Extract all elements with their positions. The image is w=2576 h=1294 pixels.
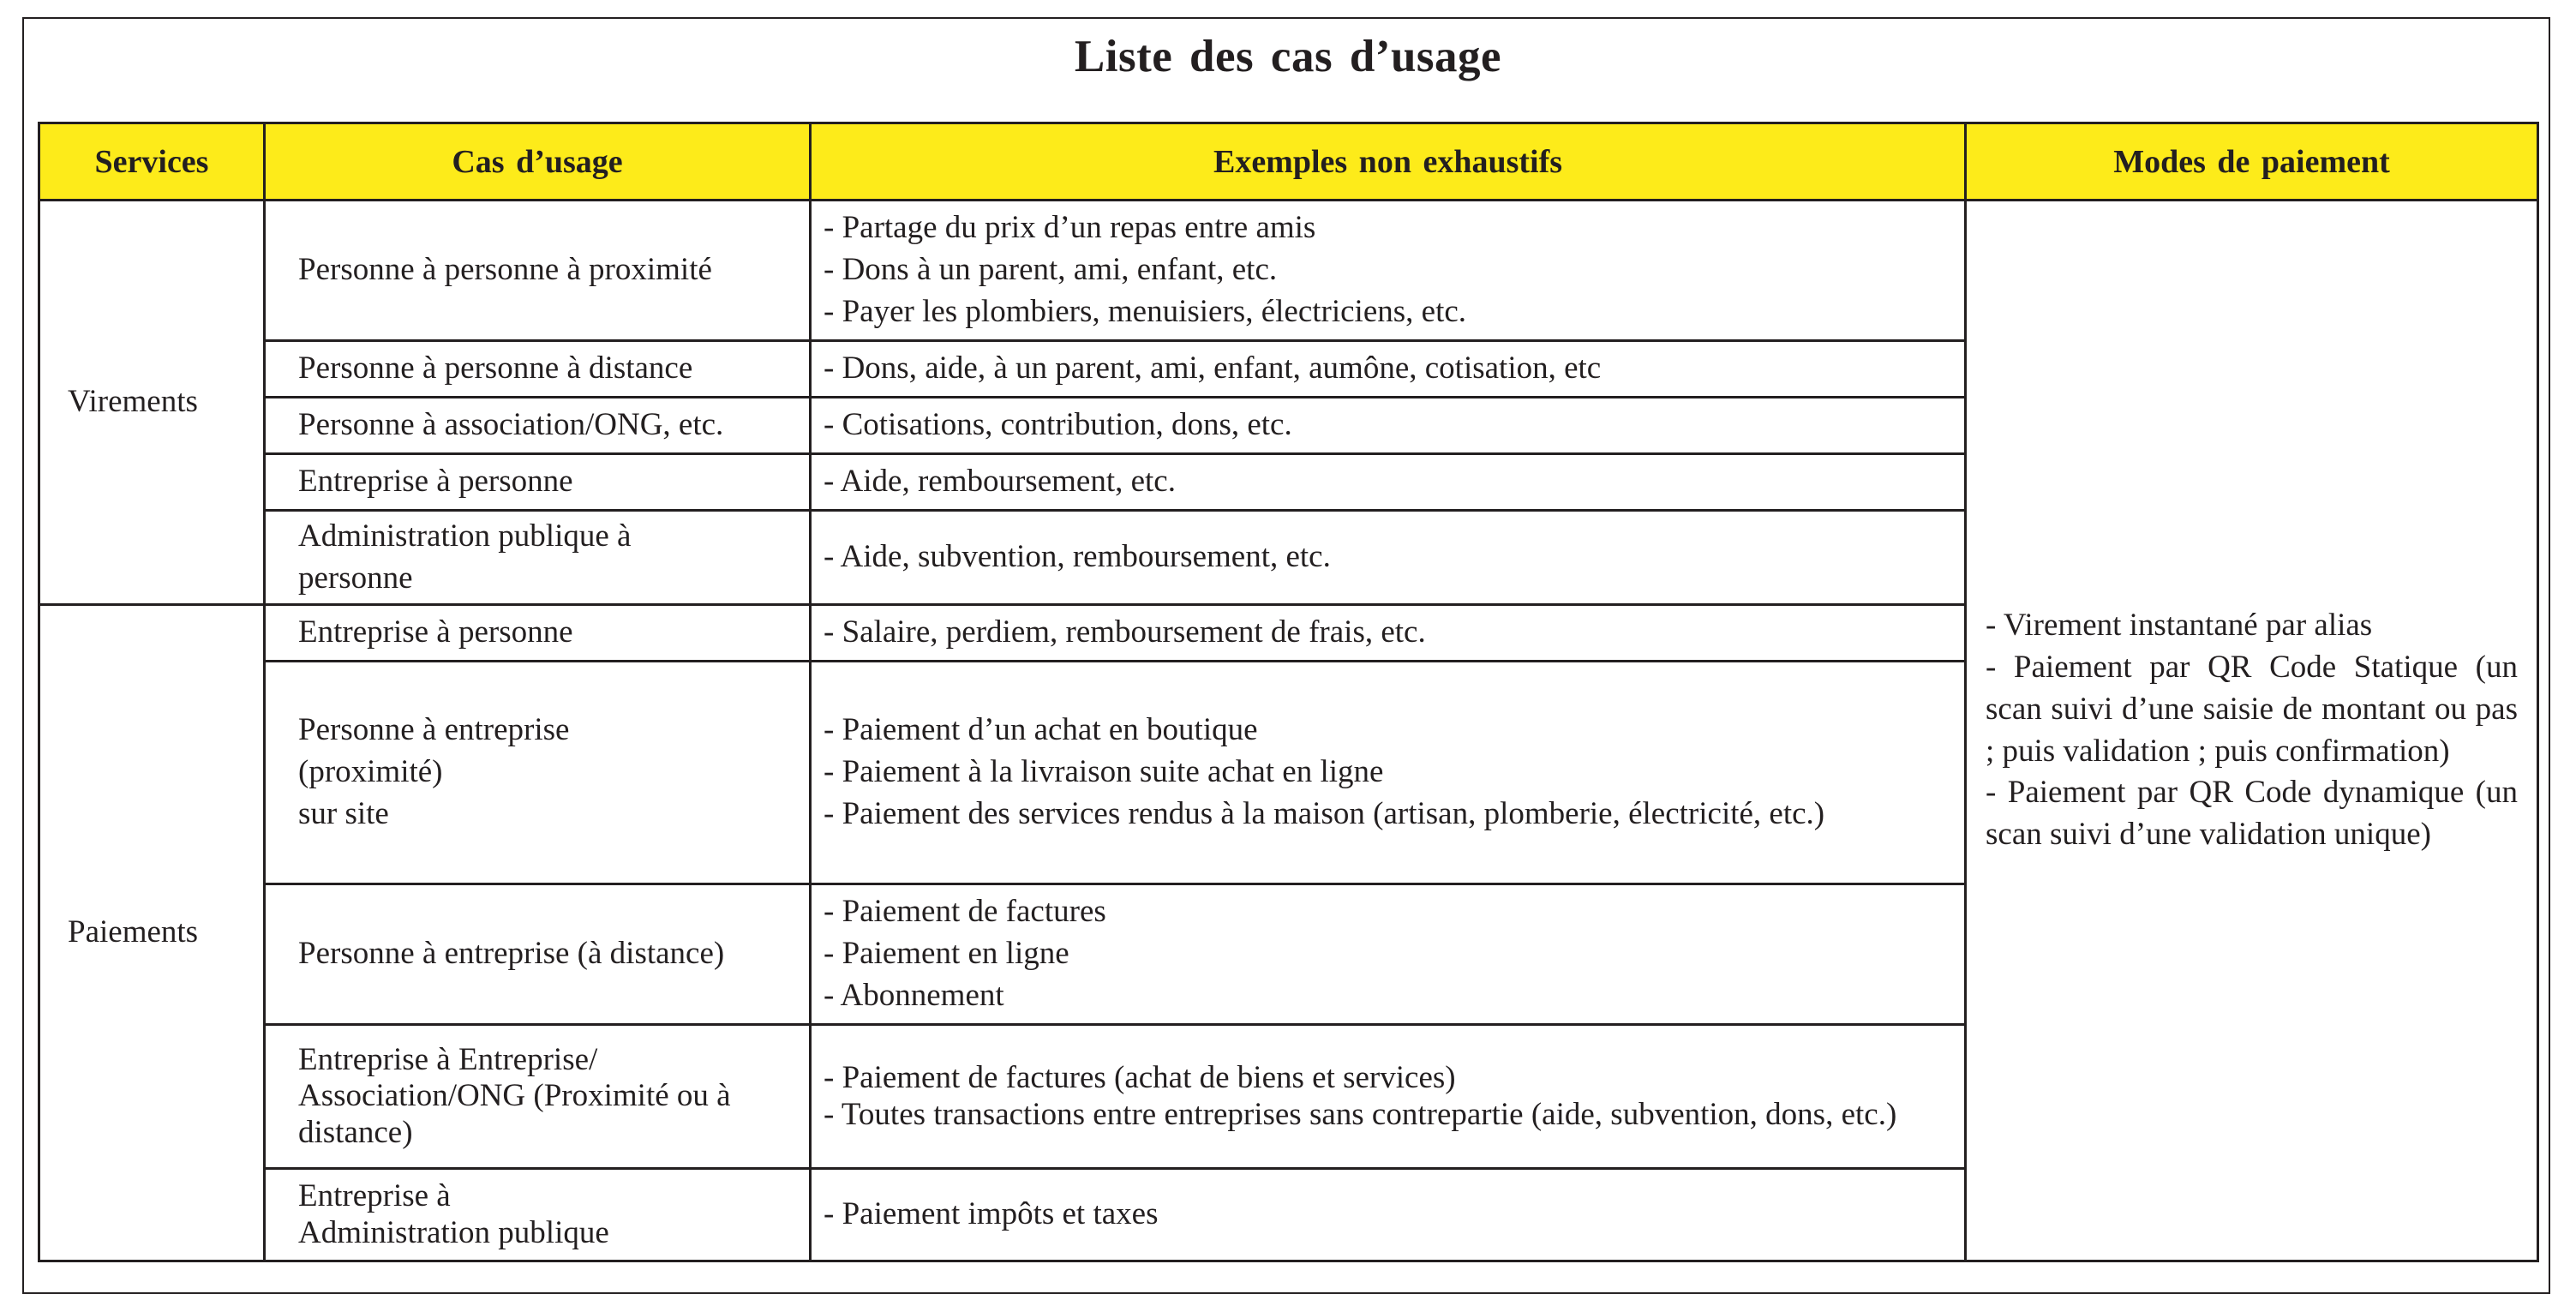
header-use-case: Cas d’usage bbox=[265, 123, 811, 201]
use-case-cell: Administration publique à personne bbox=[265, 511, 811, 605]
examples-cell: - Dons, aide, à un parent, ami, enfant, aumône, cotisation, etc bbox=[811, 341, 1966, 398]
use-case-cell: Entreprise à personne bbox=[265, 605, 811, 662]
examples-cell: - Paiement d’un achat en boutique - Paiement à la livraison suite achat en ligne - Paiement des services rendus à la maison (artisan, plomberie, électricité, etc.) bbox=[811, 662, 1966, 884]
use-case-cell: Personne à entreprise (à distance) bbox=[265, 884, 811, 1025]
examples-cell: - Paiement de factures - Paiement en ligne - Abonnement bbox=[811, 884, 1966, 1025]
examples-cell: - Partage du prix d’un repas entre amis - Dons à un parent, ami, enfant, etc. - Payer les plombiers, menuisiers, électriciens, etc. bbox=[811, 201, 1966, 341]
examples-cell: - Aide, remboursement, etc. bbox=[811, 454, 1966, 511]
payment-modes-cell: - Virement instantané par alias - Paiement par QR Code Statique (un scan suivi d’une saisie de montant ou pas ; puis validation ; puis confirmation) - Paiement par QR Code dynamique (un scan suivi d’une validation unique) bbox=[1966, 201, 2538, 1261]
examples-cell: - Paiement de factures (achat de biens et services) - Toutes transactions entre entreprises sans contrepartie (aide, subvention, dons, etc.) bbox=[811, 1025, 1966, 1169]
examples-cell: - Cotisations, contribution, dons, etc. bbox=[811, 398, 1966, 454]
service-virements: Virements bbox=[39, 201, 265, 605]
table-row bbox=[39, 201, 2538, 341]
examples-cell: - Salaire, perdiem, remboursement de frais, etc. bbox=[811, 605, 1966, 662]
use-cases-table bbox=[38, 122, 2539, 1262]
table-header-row bbox=[39, 123, 2538, 201]
use-case-cell: Entreprise à Entreprise/ Association/ONG (Proximité ou à distance) bbox=[265, 1025, 811, 1169]
use-case-cell: Personne à entreprise (proximité) sur site bbox=[265, 662, 811, 884]
examples-cell: - Paiement impôts et taxes bbox=[811, 1169, 1966, 1261]
use-case-cell: Personne à personne à proximité bbox=[265, 201, 811, 341]
header-services: Services bbox=[39, 123, 265, 201]
use-case-cell: Entreprise à Administration publique bbox=[265, 1169, 811, 1261]
header-payment-modes: Modes de paiement bbox=[1966, 123, 2538, 201]
use-case-cell: Personne à association/ONG, etc. bbox=[265, 398, 811, 454]
service-paiements: Paiements bbox=[39, 605, 265, 1261]
header-examples: Exemples non exhaustifs bbox=[811, 123, 1966, 201]
use-case-cell: Entreprise à personne bbox=[265, 454, 811, 511]
examples-cell: - Aide, subvention, remboursement, etc. bbox=[811, 511, 1966, 605]
page-title: Liste des cas d’usage bbox=[1074, 32, 1502, 81]
use-case-cell: Personne à personne à distance bbox=[265, 341, 811, 398]
